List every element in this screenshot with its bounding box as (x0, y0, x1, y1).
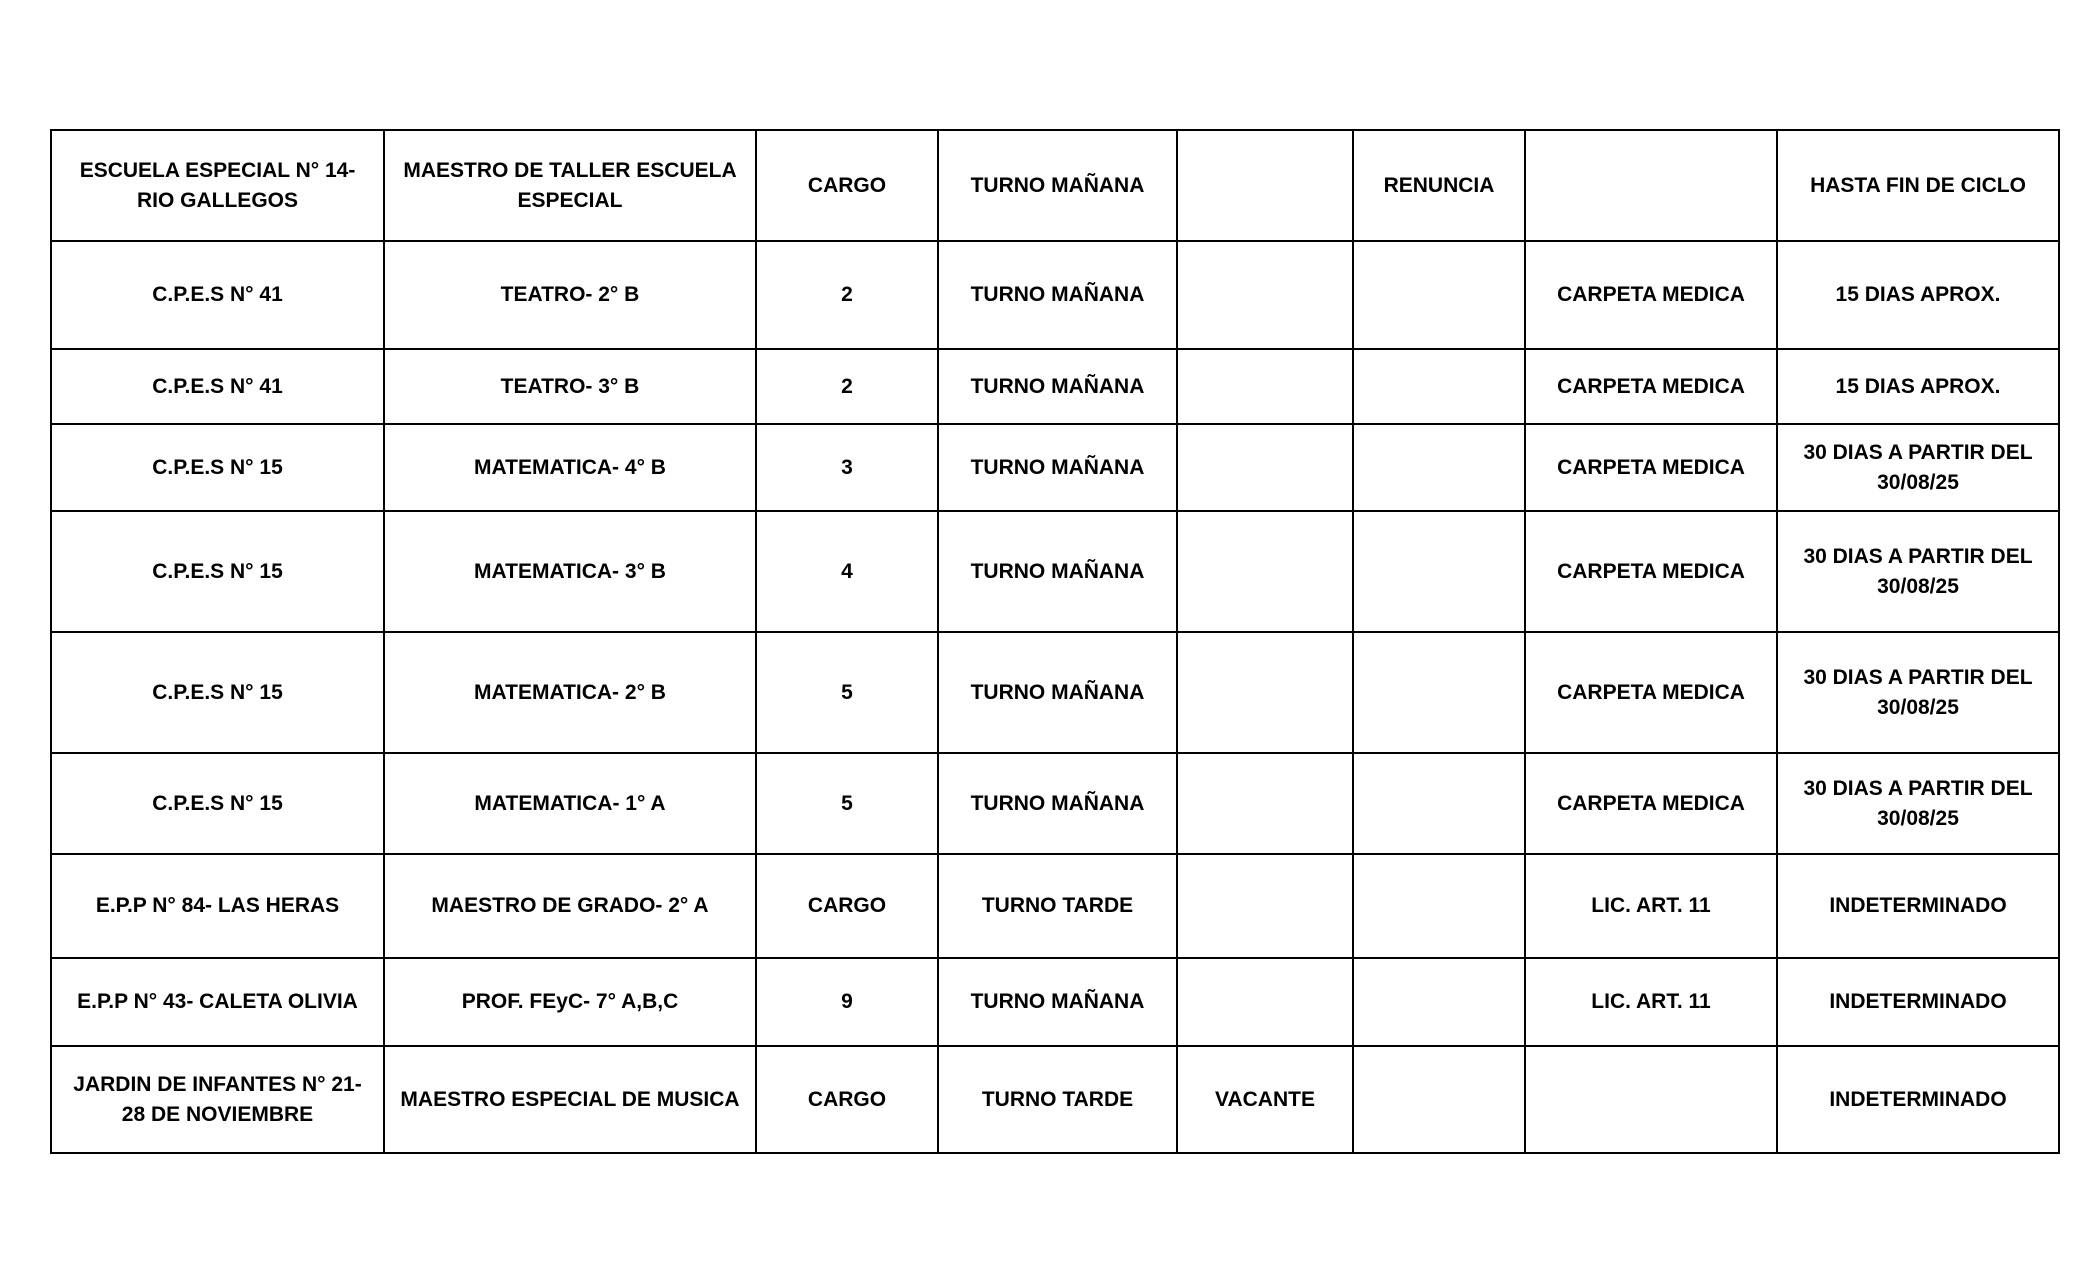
table-row (51, 958, 2059, 1046)
cell-licencia: CARPETA MEDICA (1525, 511, 1777, 632)
cell-horas: 3 (756, 424, 938, 511)
cell-duracion: 30 DIAS A PARTIR DEL 30/08/25 (1777, 753, 2059, 854)
cell-licencia (1525, 1046, 1777, 1153)
cell-turno: TURNO MAÑANA (938, 753, 1177, 854)
cell-cargo: MATEMATICA- 4° B (384, 424, 756, 511)
cell-horas: 5 (756, 632, 938, 753)
cell-motivo (1353, 241, 1525, 349)
cell-turno: TURNO MAÑANA (938, 958, 1177, 1046)
cell-motivo (1353, 632, 1525, 753)
cell-turno: TURNO MAÑANA (938, 424, 1177, 511)
cell-escuela: C.P.E.S N° 15 (51, 511, 384, 632)
cell-horas: CARGO (756, 130, 938, 241)
cell-situacion: VACANTE (1177, 1046, 1353, 1153)
cell-motivo (1353, 511, 1525, 632)
table-row (51, 1046, 2059, 1153)
cell-escuela: C.P.E.S N° 15 (51, 424, 384, 511)
cell-licencia: CARPETA MEDICA (1525, 241, 1777, 349)
cell-turno: TURNO MAÑANA (938, 349, 1177, 424)
cell-escuela: C.P.E.S N° 15 (51, 753, 384, 854)
cell-cargo: TEATRO- 2° B (384, 241, 756, 349)
cell-cargo: TEATRO- 3° B (384, 349, 756, 424)
cell-turno: TURNO MAÑANA (938, 511, 1177, 632)
cell-situacion (1177, 130, 1353, 241)
cell-escuela: E.P.P N° 84- LAS HERAS (51, 854, 384, 958)
cell-cargo: MATEMATICA- 3° B (384, 511, 756, 632)
cell-licencia: CARPETA MEDICA (1525, 753, 1777, 854)
cell-motivo (1353, 854, 1525, 958)
cell-escuela: ESCUELA ESPECIAL N° 14- RIO GALLEGOS (51, 130, 384, 241)
cell-situacion (1177, 753, 1353, 854)
vacancies-table (50, 129, 2060, 1154)
cell-horas: 9 (756, 958, 938, 1046)
cell-situacion (1177, 511, 1353, 632)
cell-situacion (1177, 241, 1353, 349)
cell-duracion: 30 DIAS A PARTIR DEL 30/08/25 (1777, 511, 2059, 632)
cell-escuela: JARDIN DE INFANTES N° 21- 28 DE NOVIEMBRE (51, 1046, 384, 1153)
cell-duracion: INDETERMINADO (1777, 854, 2059, 958)
cell-duracion: 15 DIAS APROX. (1777, 349, 2059, 424)
table-row (51, 632, 2059, 753)
table-row (51, 753, 2059, 854)
cell-horas: CARGO (756, 1046, 938, 1153)
cell-situacion (1177, 632, 1353, 753)
cell-situacion (1177, 854, 1353, 958)
table-row (51, 241, 2059, 349)
cell-motivo (1353, 1046, 1525, 1153)
cell-licencia: CARPETA MEDICA (1525, 349, 1777, 424)
cell-duracion: INDETERMINADO (1777, 1046, 2059, 1153)
cell-duracion: 30 DIAS A PARTIR DEL 30/08/25 (1777, 424, 2059, 511)
cell-horas: 5 (756, 753, 938, 854)
cell-cargo: MATEMATICA- 2° B (384, 632, 756, 753)
cell-motivo (1353, 424, 1525, 511)
cell-escuela: C.P.E.S N° 41 (51, 349, 384, 424)
cell-turno: TURNO TARDE (938, 1046, 1177, 1153)
cell-situacion (1177, 958, 1353, 1046)
cell-situacion (1177, 349, 1353, 424)
cell-licencia: CARPETA MEDICA (1525, 632, 1777, 753)
cell-duracion: HASTA FIN DE CICLO (1777, 130, 2059, 241)
cell-horas: CARGO (756, 854, 938, 958)
cell-duracion: INDETERMINADO (1777, 958, 2059, 1046)
cell-cargo: MAESTRO ESPECIAL DE MUSICA (384, 1046, 756, 1153)
cell-cargo: PROF. FEyC- 7° A,B,C (384, 958, 756, 1046)
cell-escuela: C.P.E.S N° 15 (51, 632, 384, 753)
cell-turno: TURNO TARDE (938, 854, 1177, 958)
cell-motivo (1353, 753, 1525, 854)
cell-escuela: C.P.E.S N° 41 (51, 241, 384, 349)
cell-situacion (1177, 424, 1353, 511)
cell-motivo (1353, 958, 1525, 1046)
cell-duracion: 15 DIAS APROX. (1777, 241, 2059, 349)
cell-licencia (1525, 130, 1777, 241)
cell-horas: 2 (756, 349, 938, 424)
cell-turno: TURNO MAÑANA (938, 241, 1177, 349)
table-row (51, 130, 2059, 241)
table-row (51, 349, 2059, 424)
cell-licencia: CARPETA MEDICA (1525, 424, 1777, 511)
cell-cargo: MATEMATICA- 1° A (384, 753, 756, 854)
cell-licencia: LIC. ART. 11 (1525, 958, 1777, 1046)
cell-turno: TURNO MAÑANA (938, 632, 1177, 753)
cell-motivo (1353, 349, 1525, 424)
table-row (51, 424, 2059, 511)
cell-licencia: LIC. ART. 11 (1525, 854, 1777, 958)
cell-turno: TURNO MAÑANA (938, 130, 1177, 241)
cell-horas: 4 (756, 511, 938, 632)
cell-cargo: MAESTRO DE TALLER ESCUELA ESPECIAL (384, 130, 756, 241)
cell-escuela: E.P.P N° 43- CALETA OLIVIA (51, 958, 384, 1046)
table-row (51, 854, 2059, 958)
cell-duracion: 30 DIAS A PARTIR DEL 30/08/25 (1777, 632, 2059, 753)
cell-motivo: RENUNCIA (1353, 130, 1525, 241)
cell-cargo: MAESTRO DE GRADO- 2° A (384, 854, 756, 958)
table-row (51, 511, 2059, 632)
cell-horas: 2 (756, 241, 938, 349)
